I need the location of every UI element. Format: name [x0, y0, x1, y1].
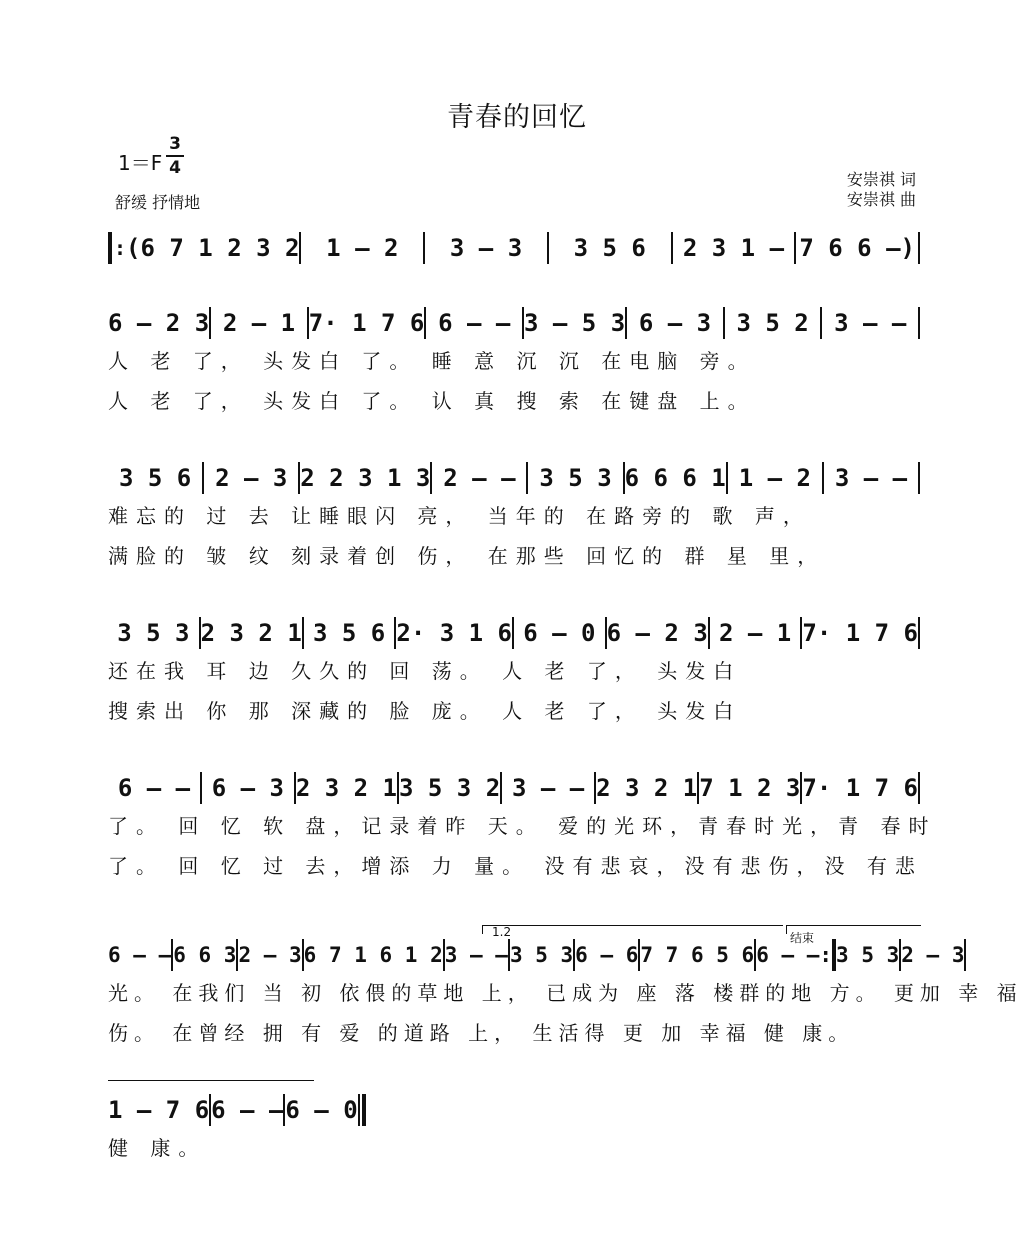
measure: 2 2 3 1 3 [300, 464, 431, 492]
tempo-marking: 舒缓 抒情地 [115, 193, 201, 212]
measure: 6 – – [211, 1096, 284, 1124]
final-barline [358, 1094, 360, 1126]
measure: 3 5 3 [509, 943, 574, 967]
measure: 6 6 3 [173, 943, 237, 967]
score-system-1 [108, 230, 920, 266]
measure: 3 5 6 [312, 619, 386, 647]
measure: 6 – 2 3 [606, 619, 708, 647]
measure: 2 3 2 1 [200, 619, 302, 647]
measure: 2 – 3 [238, 943, 302, 967]
measure: 3 – – [834, 309, 907, 337]
measure: 6 – – [108, 943, 172, 967]
measure: 6 – –: [756, 943, 833, 967]
barline [964, 939, 966, 971]
lyricist-credit: 安崇祺 词 [846, 170, 916, 189]
measure: 6 6 6 1 [624, 464, 726, 492]
measure: 3 – 5 3 [524, 309, 626, 337]
score-system-2 [108, 305, 920, 421]
time-divider [166, 155, 184, 157]
measure: 6 – 3 [211, 774, 284, 802]
notation-row [108, 770, 920, 806]
score-system-4 [108, 615, 920, 731]
score-system-7 [108, 1092, 358, 1168]
measure: 2 – 3 [901, 943, 965, 967]
measure: 2 3 2 1 [295, 774, 397, 802]
repeat-dots: : [114, 236, 127, 260]
barline [918, 617, 920, 649]
measure: 2 3 1 – [682, 234, 785, 262]
measure: 6 – – [438, 309, 511, 337]
measure: 7· 1 7 6 [308, 309, 425, 337]
notation-row [108, 305, 920, 341]
measure: 1 – 2 [738, 464, 811, 492]
measure: 3 5 6 [118, 464, 192, 492]
lyric-line-1: 人 老 了， 头发白 了。 睡 意 沉 沉 在电脑 旁。 [108, 349, 756, 373]
measure: 7 6 6 –) [799, 234, 915, 262]
ending-label: 结束 [790, 931, 815, 945]
time-signature [164, 134, 186, 178]
measure: 7 7 6 5 6 [640, 943, 755, 967]
lyric-line-1: 还在我 耳 边 久久的 回 荡。 人 老 了， 头发白 [108, 659, 742, 683]
volta-label: 1.2 [492, 925, 512, 939]
measure: 6 7 1 6 1 2 [303, 943, 443, 967]
lyric-line-1: 难忘的 过 去 让睡眼闪 亮， 当年的 在路旁的 歌 声， [108, 504, 811, 528]
lyric-line-1: 了。 回 忆 软 盘，记录着昨 天。 爱的光环，青春时光，青 春时 [108, 814, 937, 838]
measure: 7 1 2 3 [699, 774, 801, 802]
measure: 7· 1 7 6 [802, 619, 918, 647]
lyric-line-2: 了。 回 忆 过 去，增添 力 量。 没有悲哀，没有悲伤，没 有悲 [108, 854, 923, 878]
measure: 7· 1 7 6 [802, 774, 918, 802]
notation-row [108, 230, 920, 266]
measure: 6 – 2 3 [108, 309, 210, 337]
measure: 3 – – [444, 943, 508, 967]
measure: 3 – – [834, 464, 908, 492]
lyric-line-1: 光。 在我们 当 初 依偎的草地 上， 已成为 座 落 楼群的地 方。 更加 幸 福 [108, 981, 1023, 1005]
final-barline-thick [362, 1094, 366, 1126]
notation-row [108, 460, 920, 496]
notation-row [108, 615, 920, 651]
time-denominator: 4 [169, 158, 181, 178]
measure: 3 5 2 [736, 309, 809, 337]
lyric-line-1: 健 康。 [108, 1136, 207, 1160]
measure: 3 5 3 2 [399, 774, 501, 802]
measure: 2 – 1 [222, 309, 296, 337]
measure: 3 5 3 [117, 619, 190, 647]
barline [918, 772, 920, 804]
measure: 3 – 3 [449, 234, 523, 262]
measure: 3 5 3 [836, 943, 900, 967]
measure: 6 – 0 [285, 1096, 358, 1124]
measure: 2· 3 1 6 [396, 619, 512, 647]
barline [918, 232, 920, 264]
measure: 1 – 7 6 [108, 1096, 210, 1124]
measure: 2 – 3 [215, 464, 288, 492]
lyric-line-2: 搜索出 你 那 深藏的 脸 庞。 人 老 了， 头发白 [108, 699, 742, 723]
measure: 3 – – [511, 774, 585, 802]
barline [918, 307, 920, 339]
lyric-line-2: 伤。 在曾经 拥 有 爱 的道路 上， 生活得 更 加 幸福 健 康。 [108, 1021, 855, 1045]
measure: 3 5 3 [539, 464, 612, 492]
measure: (6 7 1 2 3 2 [126, 234, 300, 262]
composer-credit: 安崇祺 曲 [846, 190, 916, 209]
score-system-3 [108, 460, 920, 576]
score-system-6 [108, 925, 1023, 1053]
song-title: 青春的回忆 [447, 102, 587, 133]
score-system-5 [108, 770, 937, 886]
barline [918, 462, 920, 494]
lyric-line-2: 满脸的 皱 纹 刻录着创 伤， 在那些 回忆的 群 星 里， [108, 544, 826, 568]
measure: 2 – – [443, 464, 516, 492]
measure: 3 5 6 [573, 234, 646, 262]
ending-bracket-continued [108, 1080, 314, 1089]
measure: 1 – 2 [326, 234, 399, 262]
credits [847, 170, 916, 210]
measure: 6 – 0 [523, 619, 596, 647]
volta-bracket [482, 925, 783, 934]
time-numerator: 3 [169, 134, 181, 154]
notation-row [108, 1092, 358, 1128]
measure: 2 – 1 [718, 619, 792, 647]
notation-row [108, 937, 965, 973]
measure: 6 – 6 [575, 943, 639, 967]
measure: 6 – 3 [638, 309, 712, 337]
lyric-line-2: 人 老 了， 头发白 了。 认 真 搜 索 在键盘 上。 [108, 389, 756, 413]
measure: 2 3 2 1 [596, 774, 698, 802]
key-signature: 1＝F [118, 151, 163, 175]
measure: 6 – – [117, 774, 191, 802]
